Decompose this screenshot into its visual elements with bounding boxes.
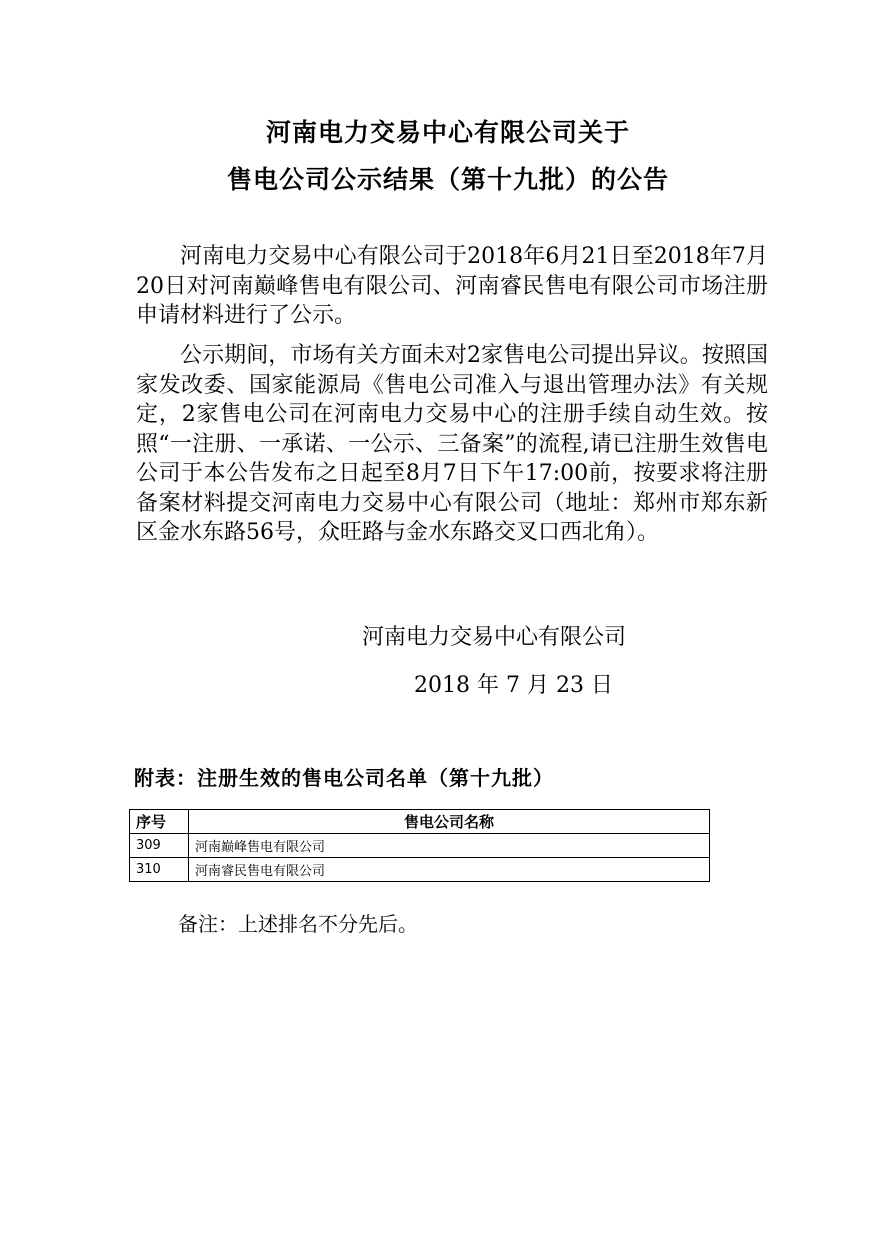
signature-organization: 河南电力交易中心有限公司 — [362, 625, 627, 650]
appendix-note: 备注：上述排名不分先后。 — [178, 912, 418, 936]
body-paragraph-1: 河南电力交易中心有限公司于2018年6月21日至2018年7月20日对河南巅峰售电有限公司、河南睿民售电有限公司市场注册申请材料进行了公示。 — [136, 244, 768, 328]
row-company-name: 河南睿民售电有限公司 — [189, 858, 710, 882]
row-serial-number: 309 — [130, 834, 189, 858]
row-company-name: 河南巅峰售电有限公司 — [189, 834, 710, 858]
body-paragraph-2: 公示期间，市场有关方面未对2家售电公司提出异议。按照国家发改委、国家能源局《售电公司准入与退出管理办法》有关规定，2家售电公司在河南电力交易中心的注册手续自动生效。按照“一注册、一承诺、一公示、三备案”的流程,请已注册生效售电公司于本公告发布之日起至8月7日下午17:00前，按要求将注册备案材料提交河南电力交易中心有限公司（地址：郑州市郑东新区金水东路56号，众旺路与金水东路交叉口西北角）。 — [136, 343, 768, 545]
company-list-table — [129, 809, 710, 882]
document-title-line-1: 河南电力交易中心有限公司关于 — [265, 118, 630, 147]
header-serial-number: 序号 — [130, 810, 189, 834]
table-header-row — [130, 810, 710, 834]
header-company-name: 售电公司名称 — [189, 810, 710, 834]
document-title-line-2: 售电公司公示结果（第十九批）的公告 — [226, 165, 669, 194]
row-serial-number: 310 — [130, 858, 189, 882]
table-row — [130, 834, 710, 858]
table-row — [130, 858, 710, 882]
appendix-title: 附表：注册生效的售电公司名单（第十九批） — [134, 766, 554, 790]
signature-date: 2018 年 7 月 23 日 — [414, 673, 613, 698]
